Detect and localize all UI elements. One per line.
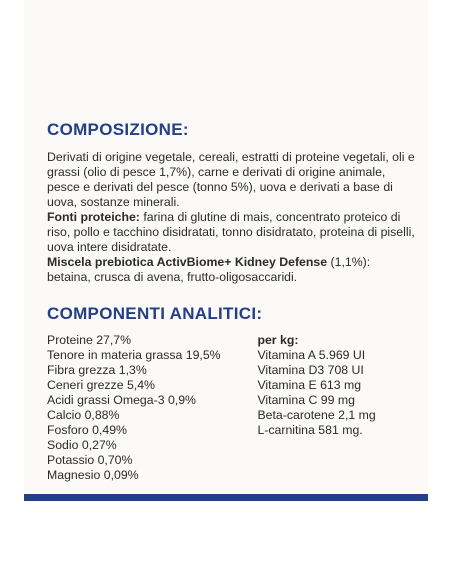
vitamin-item: Vitamina C 99 mg xyxy=(257,393,355,407)
analysis-item: Tenore in materia grassa 19,5% xyxy=(47,348,221,362)
analysis-item: Fibra grezza 1,3% xyxy=(47,363,147,377)
analysis-table xyxy=(47,333,417,483)
protein-sources-label: Fonti proteiche: xyxy=(47,210,140,224)
analysis-item: Proteine 27,7% xyxy=(47,333,132,347)
composition-title: COMPOSIZIONE: xyxy=(47,120,189,139)
analysis-item: Fosforo 0,49% xyxy=(47,423,127,437)
analysis-item: Calcio 0,88% xyxy=(47,408,120,422)
vitamin-item: Vitamina A 5.969 UI xyxy=(257,348,366,362)
composition-text xyxy=(47,150,417,285)
vitamin-item: Beta-carotene 2,1 mg xyxy=(257,408,376,422)
analysis-item: Ceneri grezze 5,4% xyxy=(47,378,155,392)
analysis-right-column xyxy=(257,333,417,483)
per-kg-label: per kg: xyxy=(257,333,299,347)
analysis-title: COMPONENTI ANALITICI: xyxy=(47,304,263,323)
analysis-left-column xyxy=(47,333,257,483)
composition-intro: Derivati di origine vegetale, cereali, estratti di proteine vegetali, oli e grassi (olio di pesce 1,7%), carne e derivati di origine animale, pesce e derivati del pesce (tonno 5%), uova e derivati a base di uova, sostanze minerali. xyxy=(47,150,415,209)
analysis-item: Potassio 0,70% xyxy=(47,453,133,467)
analysis-item: Magnesio 0,09% xyxy=(47,468,139,482)
bottom-accent-bar xyxy=(24,494,428,501)
vitamin-item: Vitamina E 613 mg xyxy=(257,378,362,392)
protein-sources-text: farina di glutine di mais, concentrato proteico di riso, pollo e tacchino disidratati, tonno disidratato, proteina di piselli, uova intere disidratate. xyxy=(47,210,415,254)
label-content xyxy=(47,120,417,483)
analysis-item: Acidi grassi Omega-3 0,9% xyxy=(47,393,196,407)
analysis-item: Sodio 0,27% xyxy=(47,438,117,452)
prebiotic-label: Miscela prebiotica ActivBiome+ Kidney Defense xyxy=(47,255,328,269)
vitamin-item: Vitamina D3 708 UI xyxy=(257,363,364,377)
vitamin-item: L-carnitina 581 mg. xyxy=(257,423,363,437)
prebiotic-text: (1,1%): betaina, crusca di avena, frutto-oligosaccaridi. xyxy=(47,255,371,284)
